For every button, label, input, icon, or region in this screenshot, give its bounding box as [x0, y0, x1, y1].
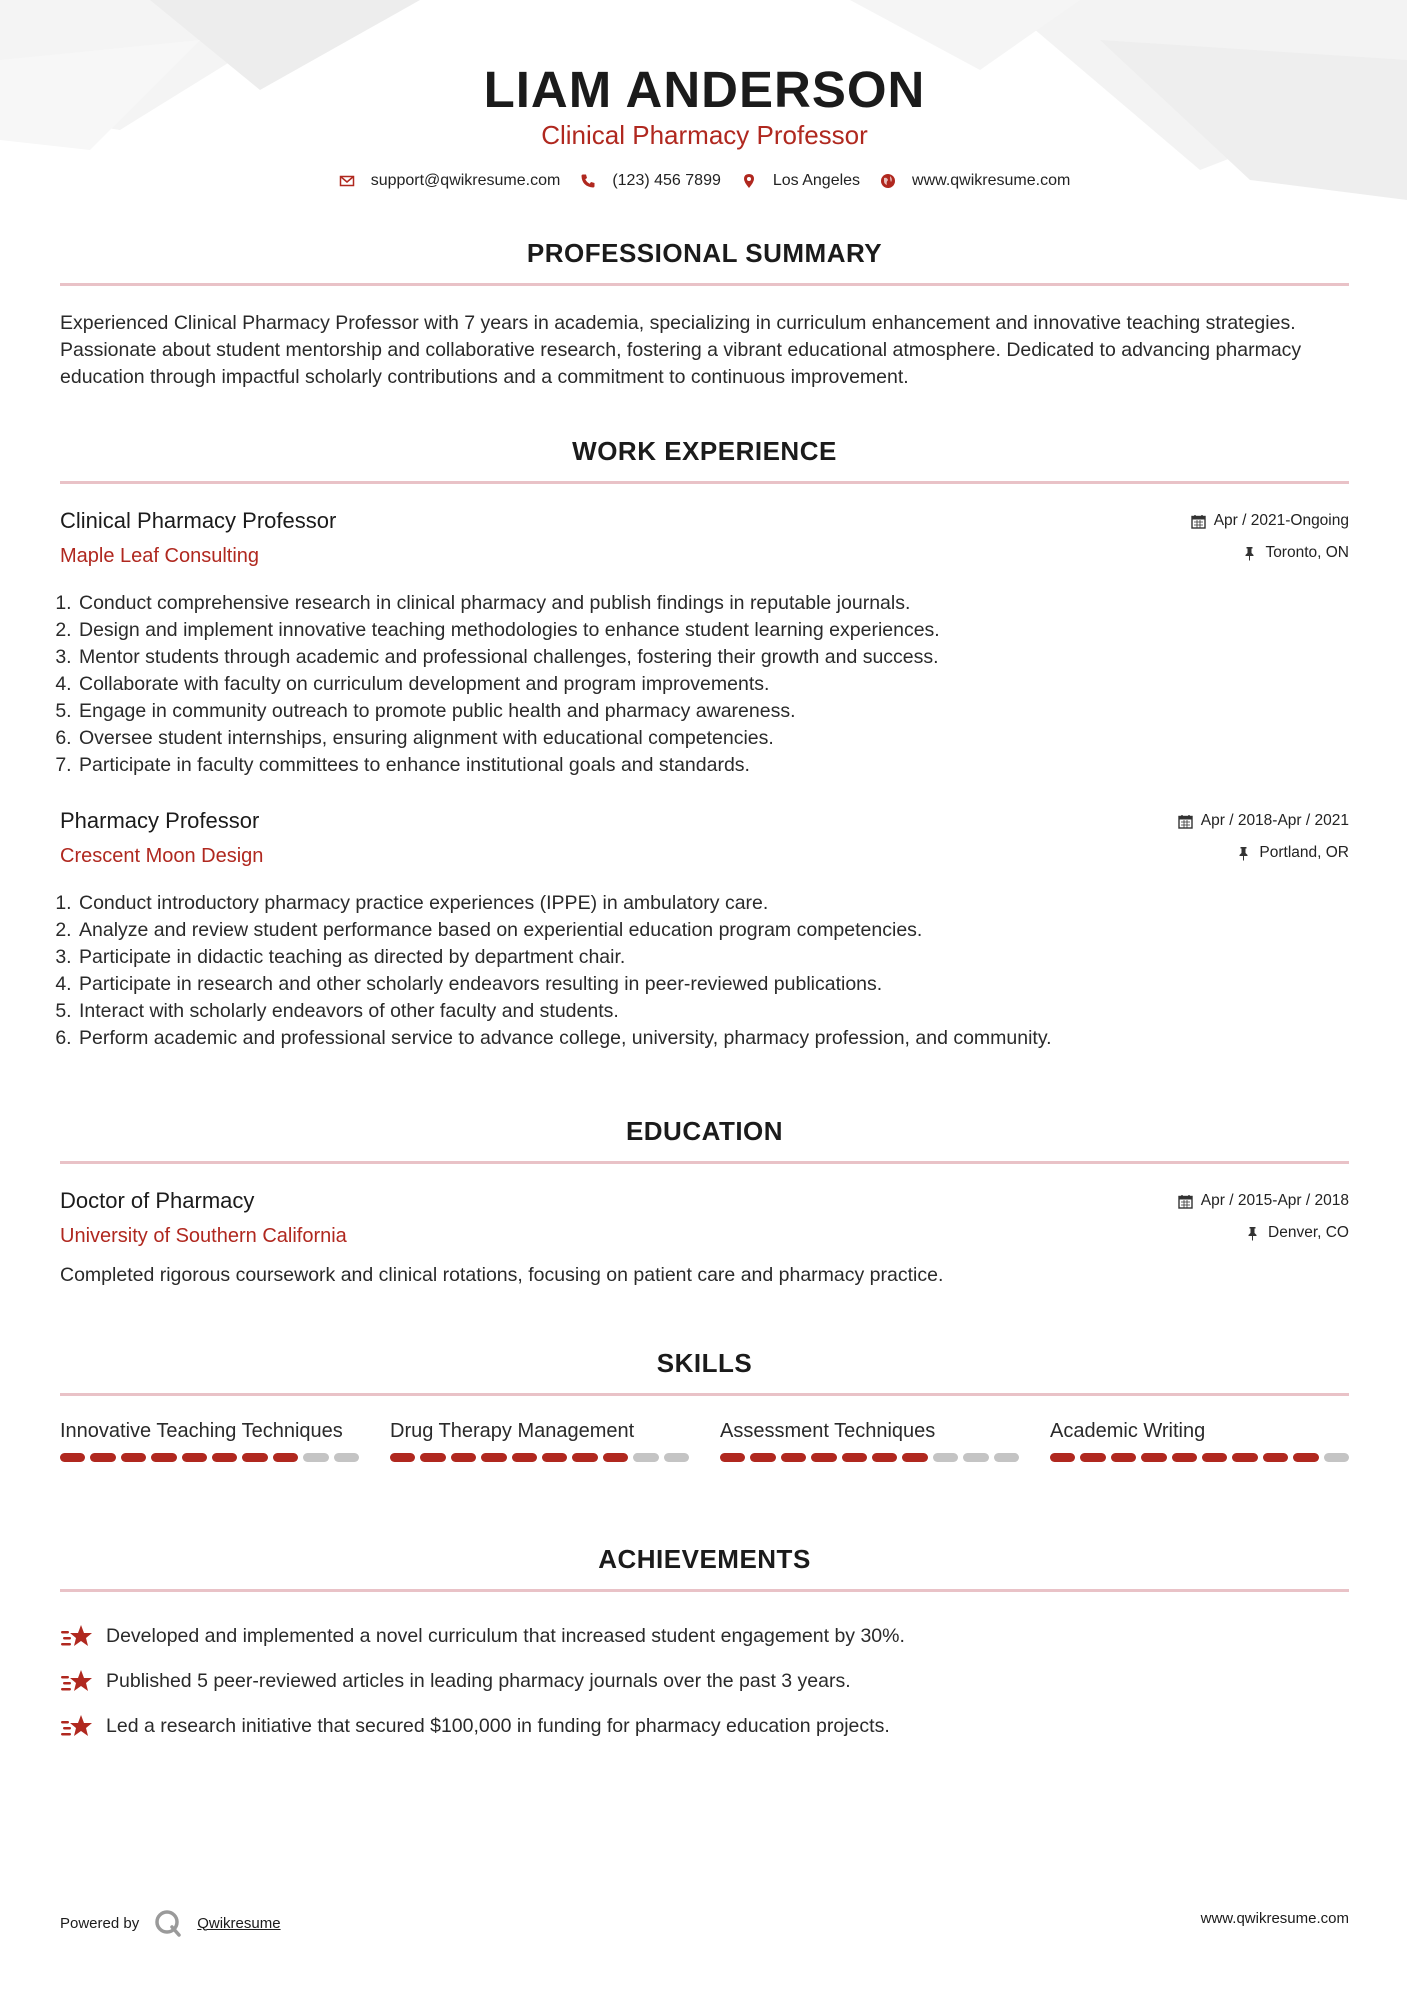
achievements-section: [60, 1544, 1349, 1749]
achievement-text: Published 5 peer-reviewed articles in leading pharmacy journals over the past 3 years.: [106, 1670, 851, 1692]
skill-segment-filled: [720, 1453, 745, 1462]
summary-heading: PROFESSIONAL SUMMARY: [526, 238, 883, 268]
experience-section: [60, 436, 1349, 484]
skill-segment-filled: [1141, 1453, 1166, 1462]
contact-location-text: Los Angeles: [772, 172, 861, 189]
degree-title: Doctor of Pharmacy: [60, 1188, 255, 1213]
list-item: 7. Participate in faculty committees to enhance institutional goals and standards.: [77, 752, 1349, 779]
skill-segment-filled: [1111, 1453, 1136, 1462]
candidate-title: Clinical Pharmacy Professor: [541, 120, 868, 150]
education-description: Completed rigorous coursework and clinical rotations, focusing on patient care and pharmacy practice.: [60, 1264, 944, 1286]
section-divider: [60, 1393, 1349, 1396]
skill-segment-filled: [451, 1453, 476, 1462]
globe-icon: [880, 173, 896, 189]
education-entry: [60, 1188, 1349, 1289]
achievements-list: [60, 1614, 1349, 1749]
skill-name: Academic Writing: [1050, 1420, 1206, 1442]
education-location: [1245, 1224, 1349, 1242]
list-item: 5. Interact with scholarly endeavors of other faculty and students.: [77, 998, 1349, 1025]
list-item: 4. Participate in research and other scholarly endeavors resulting in peer-reviewed publications.: [77, 971, 1349, 998]
job-dates-text: Apr / 2018-Apr / 2021: [1200, 812, 1349, 829]
powered-by: [60, 1908, 281, 1938]
skill-segment-filled: [781, 1453, 806, 1462]
section-divider: [60, 1161, 1349, 1164]
footer-website-link[interactable]: www.qwikresume.com: [1200, 1910, 1349, 1927]
skill-segment-filled: [750, 1453, 775, 1462]
achievement-text: Developed and implemented a novel curriculum that increased student engagement by 30%.: [106, 1625, 905, 1647]
list-item: 6. Oversee student internships, ensuring alignment with educational competencies.: [77, 725, 1349, 752]
skill-segment-empty: [633, 1453, 658, 1462]
job-location-text: Toronto, ON: [1265, 544, 1349, 561]
experience-heading: WORK EXPERIENCE: [572, 436, 837, 466]
job-duties-list: [60, 590, 1349, 779]
list-item: 3. Mentor students through academic and professional challenges, fostering their growth and success.: [77, 644, 1349, 671]
contact-phone[interactable]: [580, 172, 721, 190]
job-title: Clinical Pharmacy Professor: [60, 508, 337, 533]
skill-segment-empty: [664, 1453, 689, 1462]
job-company: Crescent Moon Design: [60, 845, 264, 867]
skill-segment-filled: [242, 1453, 267, 1462]
job-duties-list: [60, 890, 1349, 1052]
shooting-star-icon: [60, 1667, 94, 1697]
skill-item: [1050, 1418, 1349, 1462]
contact-phone-text: (123) 456 7899: [612, 172, 721, 189]
skill-segment-empty: [303, 1453, 328, 1462]
achievements-heading: ACHIEVEMENTS: [598, 1544, 811, 1574]
skill-segment-empty: [933, 1453, 958, 1462]
skill-item: [720, 1418, 1019, 1462]
skill-segment-filled: [512, 1453, 537, 1462]
skill-segment-filled: [420, 1453, 445, 1462]
skill-segment-filled: [572, 1453, 597, 1462]
skill-segment-filled: [872, 1453, 897, 1462]
list-item: [60, 1614, 1349, 1659]
list-item: 3. Participate in didactic teaching as directed by department chair.: [77, 944, 1349, 971]
skill-segment-filled: [212, 1453, 237, 1462]
skill-segment-filled: [1050, 1453, 1075, 1462]
contact-bar: [60, 172, 1349, 190]
job-dates-text: Apr / 2021-Ongoing: [1213, 512, 1349, 529]
page-footer: [60, 1898, 1349, 1938]
skill-segment-filled: [1202, 1453, 1227, 1462]
skill-segment-filled: [1172, 1453, 1197, 1462]
skills-section: [60, 1348, 1349, 1462]
contact-website[interactable]: [880, 172, 1070, 190]
skill-rating-bar: [60, 1453, 359, 1462]
education-heading: EDUCATION: [625, 1116, 784, 1146]
skill-segment-filled: [542, 1453, 567, 1462]
skill-rating-bar: [720, 1453, 1019, 1462]
summary-section: [60, 238, 1349, 391]
skill-segment-filled: [121, 1453, 146, 1462]
skill-segment-filled: [902, 1453, 927, 1462]
contact-email[interactable]: [339, 172, 561, 190]
skill-segment-filled: [811, 1453, 836, 1462]
skill-segment-empty: [994, 1453, 1019, 1462]
list-item: [60, 1704, 1349, 1749]
skill-name: Innovative Teaching Techniques: [60, 1420, 343, 1442]
job-dates: [1191, 512, 1349, 530]
job-location-text: Portland, OR: [1259, 844, 1349, 861]
skill-segment-filled: [1232, 1453, 1257, 1462]
list-item: 6. Perform academic and professional service to advance college, university, pharmacy profession, and community.: [77, 1025, 1349, 1052]
school-name: University of Southern California: [60, 1225, 347, 1247]
pushpin-icon: [1245, 1226, 1260, 1241]
skill-name: Drug Therapy Management: [390, 1420, 635, 1442]
brand-link[interactable]: Qwikresume: [197, 1914, 281, 1932]
job-location: [1236, 844, 1349, 862]
job-location: [1242, 544, 1349, 562]
skill-segment-filled: [273, 1453, 298, 1462]
skill-segment-filled: [151, 1453, 176, 1462]
education-dates-text: Apr / 2015-Apr / 2018: [1200, 1192, 1349, 1209]
skill-name: Assessment Techniques: [720, 1420, 936, 1442]
education-location-text: Denver, CO: [1268, 1224, 1349, 1241]
calendar-icon: [1178, 814, 1193, 829]
job-dates: [1178, 812, 1349, 830]
section-divider: [60, 283, 1349, 286]
skill-segment-filled: [481, 1453, 506, 1462]
skill-segment-empty: [963, 1453, 988, 1462]
skill-item: [60, 1418, 359, 1462]
skill-segment-filled: [182, 1453, 207, 1462]
summary-text: Experienced Clinical Pharmacy Professor with 7 years in academia, specializing in curriculum enhancement and innovative teaching strategies. Passionate about student mentorship and collaborative research, fostering a vibrant educational atmosphere. Dedicated to advancing pharmacy education through impactful scholarly contributions and a commitment to continuous improvement.: [60, 312, 1302, 388]
skill-rating-bar: [1050, 1453, 1349, 1462]
list-item: 1. Conduct introductory pharmacy practice experiences (IPPE) in ambulatory care.: [77, 890, 1349, 917]
list-item: 4. Collaborate with faculty on curriculum development and program improvements.: [77, 671, 1349, 698]
job-entry: [60, 508, 1349, 779]
calendar-icon: [1178, 1194, 1193, 1209]
list-item: 5. Engage in community outreach to promote public health and pharmacy awareness.: [77, 698, 1349, 725]
skill-rating-bar: [390, 1453, 689, 1462]
pushpin-icon: [1236, 846, 1251, 861]
skill-item: [390, 1418, 689, 1462]
contact-website-text: www.qwikresume.com: [912, 172, 1071, 189]
skill-segment-filled: [390, 1453, 415, 1462]
skill-segment-filled: [842, 1453, 867, 1462]
skill-segment-filled: [1080, 1453, 1105, 1462]
list-item: 2. Analyze and review student performance based on experiential education program competencies.: [77, 917, 1349, 944]
list-item: 2. Design and implement innovative teaching methodologies to enhance student learning experiences.: [77, 617, 1349, 644]
calendar-icon: [1191, 514, 1206, 529]
phone-icon: [580, 173, 596, 189]
skill-segment-empty: [334, 1453, 359, 1462]
qwikresume-logo-icon: [153, 1908, 183, 1938]
candidate-name: LIAM ANDERSON: [483, 61, 926, 118]
shooting-star-icon: [60, 1622, 94, 1652]
section-divider: [60, 1589, 1349, 1592]
skill-segment-filled: [1293, 1453, 1318, 1462]
map-pin-icon: [741, 173, 757, 189]
shooting-star-icon: [60, 1712, 94, 1742]
list-item: 1. Conduct comprehensive research in clinical pharmacy and publish findings in reputable journals.: [77, 590, 1349, 617]
job-entry: [60, 808, 1349, 1052]
skill-segment-empty: [1324, 1453, 1349, 1462]
skill-segment-filled: [1263, 1453, 1288, 1462]
skill-segment-filled: [90, 1453, 115, 1462]
skills-heading: SKILLS: [656, 1348, 753, 1378]
skill-segment-filled: [603, 1453, 628, 1462]
job-title: Pharmacy Professor: [60, 808, 260, 833]
job-company: Maple Leaf Consulting: [60, 545, 260, 567]
powered-by-label: Powered by: [60, 1914, 140, 1932]
skill-segment-filled: [60, 1453, 85, 1462]
skills-list: [60, 1418, 1349, 1462]
envelope-icon: [339, 173, 355, 189]
achievement-text: Led a research initiative that secured $100,000 in funding for pharmacy education projects.: [106, 1715, 890, 1737]
list-item: [60, 1659, 1349, 1704]
contact-location: [741, 172, 860, 190]
education-section: [60, 1116, 1349, 1164]
pushpin-icon: [1242, 546, 1257, 561]
education-dates: [1178, 1192, 1349, 1210]
section-divider: [60, 481, 1349, 484]
contact-email-text: support@qwikresume.com: [370, 172, 561, 189]
